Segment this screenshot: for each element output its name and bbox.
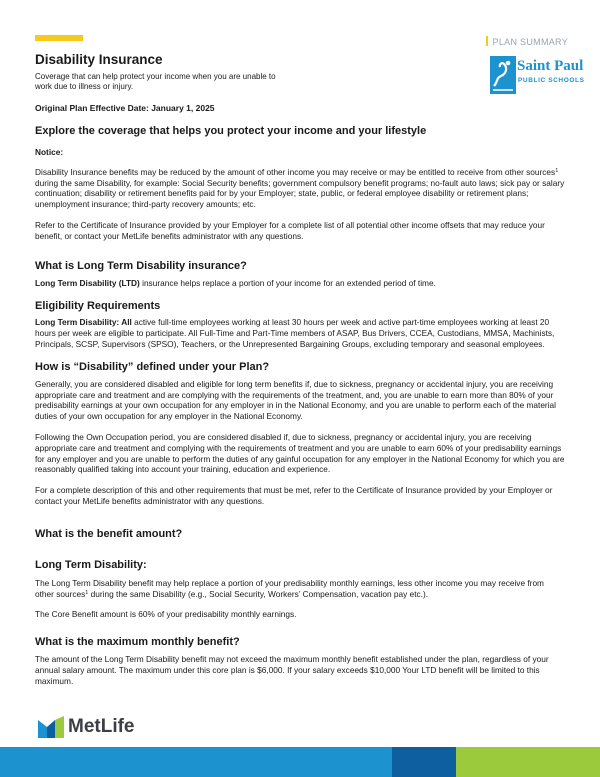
explore-heading: Explore the coverage that helps you protect your income and your lifestyle bbox=[35, 125, 427, 137]
ltd-paragraph: Long Term Disability (LTD) insurance helps replace a portion of your income for an extended period of time. bbox=[35, 277, 436, 288]
definition-paragraph-3: For a complete description of this and other requirements that must be met, refer to the Certificate of Insurance provided by your Employer or contact your MetLife benefits administrator with any questions. bbox=[35, 485, 553, 506]
plan-summary-divider bbox=[486, 36, 488, 46]
ltd-benefit-paragraph-1: The Long Term Disability benefit may help replace a portion of your predisability monthly earnings, less other income you may receive from other sources$^1$ during the same Disability (e.g., Social Security, Workers’ Compensation, vacation pay etc.). bbox=[35, 577, 544, 599]
footer-band-blue bbox=[0, 747, 392, 777]
metlife-m-icon bbox=[38, 716, 64, 738]
definition-paragraph-1: Generally, you are considered disabled and eligible for long term benefits if, due to sickness, pregnancy or accidental injury, you are receiving appropriate care and treatment and are complying with the requirements of the treatment, and, you are unable to earn more than 80% of your predisability earnings at your own occupation for any employer in in the National Economy, and you are unable to perform each of the material duties of your own occupation for any employer in the National Economy. bbox=[35, 378, 556, 422]
notice-paragraph-2: Refer to the Certificate of Insurance provided by your Employer for a complete list of all potential other income offsets that may reduce your benefit, or contact your MetLife benefits administrator with any questions. bbox=[35, 219, 545, 241]
footnote-marker: 1 bbox=[555, 167, 559, 174]
saint-paul-logo-subtitle: PUBLIC SCHOOLS bbox=[518, 77, 585, 84]
effective-date: Original Plan Effective Date: January 1, 2025 bbox=[35, 103, 215, 113]
definition-heading: How is “Disability” defined under your Plan? bbox=[35, 360, 270, 373]
max-benefit-heading: What is the maximum monthly benefit? bbox=[35, 636, 240, 649]
plan-summary-text: PLAN SUMMARY bbox=[492, 37, 568, 47]
page-title: Disability Insurance bbox=[35, 52, 163, 67]
max-benefit-paragraph: The amount of the Long Term Disability benefit may not exceed the maximum monthly benefit established under the plan, regardless of your annual salary amount. The maximum under this core plan is $6,000. If your salary exceeds $10,000 Your LTD benefit will be limited to this maximum. bbox=[35, 654, 549, 686]
benefit-amount-heading: What is the benefit amount? bbox=[35, 527, 183, 540]
plan-summary-label bbox=[486, 36, 568, 47]
footnote-marker: 1 bbox=[85, 589, 89, 596]
eligibility-heading: Eligibility Requirements bbox=[35, 300, 161, 313]
saint-paul-logo-name: Saint Paul bbox=[517, 58, 584, 74]
metlife-wordmark: MetLife bbox=[68, 716, 135, 737]
notice-label: Notice: bbox=[35, 147, 64, 157]
accent-bar bbox=[35, 35, 83, 41]
notice-paragraph-1: Disability Insurance benefits may be reduced by the amount of other income you may receive or may be entitled to receive from other sources$^1$ during the same Disability, for example: Social Security benefits; government compulsory benefit programs; no-fault auto laws; sick pay or salary continuation; disability or retirement benefits paid for by your Employer; state, public, or federal employee disability or retirement plans; unemployment insurance; third-party recovery amounts; etc. bbox=[35, 166, 565, 210]
ltd-heading: What is Long Term Disability insurance? bbox=[35, 259, 247, 272]
document-body bbox=[35, 52, 565, 687]
page-subtitle: Coverage that can help protect your income when you are unable to work due to illness or injury. bbox=[35, 72, 276, 91]
footer-color-band bbox=[0, 747, 600, 777]
footer-band-dark-blue bbox=[392, 747, 456, 777]
footer-band-green bbox=[456, 747, 600, 777]
ltd-benefit-heading: Long Term Disability: bbox=[35, 558, 147, 571]
ltd-benefit-paragraph-2: The Core Benefit amount is 60% of your predisability monthly earnings. bbox=[35, 609, 297, 620]
definition-paragraph-2: Following the Own Occupation period, you are considered disabled if, due to sickness, pregnancy or accidental injury, you are receiving appropriate care and treatment and complying with the requirements of treatment and you are unable to earn 60% of your predisability earnings for any employer and you are unable to perform the duties of any gainful occupation for any employer in the National Economy for which you are reasonably qualified taking into account your training, education and experience. bbox=[35, 431, 565, 475]
eligibility-paragraph: Long Term Disability: All active full-time employees working at least 30 hours per week and active part-time employees working at least 20 hours per week are eligible to participate. All Full-Time and Part-Time members of ASAP, Bus Drivers, CCEA, Custodians, MMSA, Machinists, Principals, SCSP, Supervisors (SPSO), Teachers, or the Unrepresented Bargaining Groups, excluding temporary and seasonal employees. bbox=[35, 317, 555, 349]
